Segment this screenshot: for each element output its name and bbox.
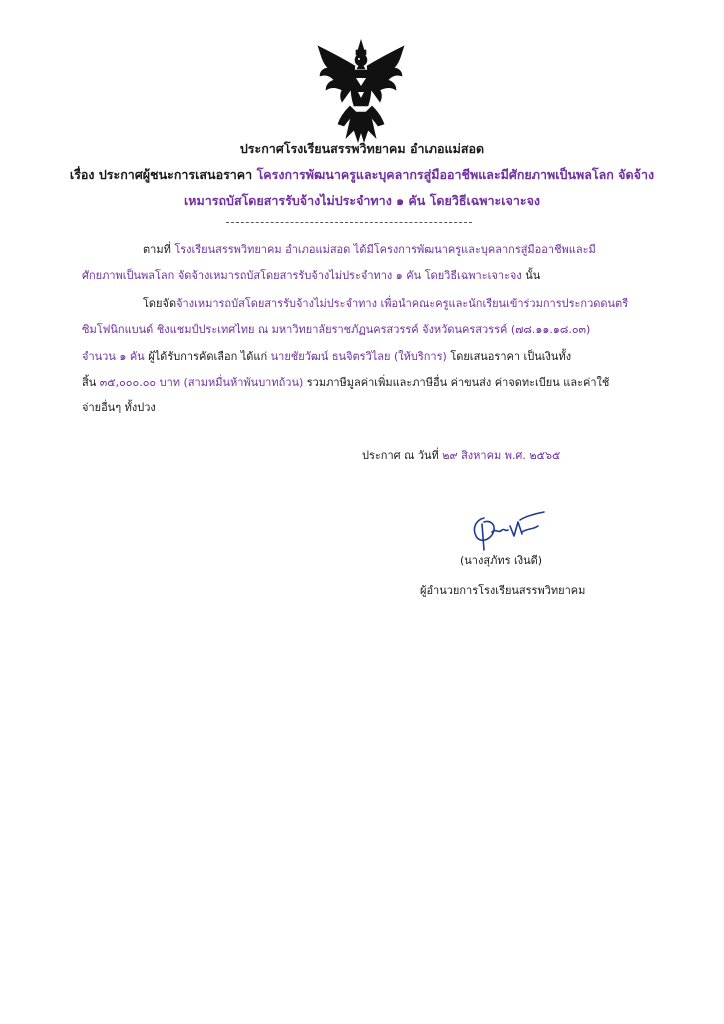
signature-icon <box>462 506 552 554</box>
text-segment: นั้น <box>525 269 541 282</box>
subject-prefix: เรื่อง ประกาศผู้ชนะการเสนอราคา <box>69 167 253 182</box>
date-prefix: ประกาศ ณ วันที่ <box>362 449 439 462</box>
subject-line-3: เหมารถบัสโดยสารรับจ้างไม่ประจำทาง ๑ คัน โดยวิธีเฉพาะเจาะจง <box>183 193 541 208</box>
paragraph-1-line-1 <box>143 242 596 258</box>
announcement-date <box>362 448 560 464</box>
paragraph-1-line-2 <box>82 268 540 284</box>
text-segment: ผู้ได้รับการคัดเลือก ได้แก่ <box>148 350 268 363</box>
text-segment: ศักยภาพเป็นพลโลก จัดจ้างเหมารถบัสโดยสารรับจ้างไม่ประจำทาง ๑ คัน โดยวิธีเฉพาะเจาะจง <box>82 269 522 282</box>
text-segment: จ่ายอื่นๆ ทั้งปวง <box>82 401 156 414</box>
text-segment: ตามที่ <box>143 243 171 256</box>
divider-line <box>226 222 472 223</box>
text-segment: รวมภาษีมูลค่าเพิ่มและภาษีอื่น ค่าขนส่ง ค่าจดทะเบียน และค่าใช้ <box>306 376 610 389</box>
announcement-subject-cont <box>0 192 724 210</box>
date-value: ๒๙ สิงหาคม พ.ศ. ๒๕๖๕ <box>442 449 561 462</box>
subject-project: โครงการพัฒนาครูและบุคลากรสู่มืออาชีพและมีศักยภาพเป็นพลโลก จัดจ้าง <box>256 167 655 182</box>
text-segment: จ้างเหมารถบัสโดยสารรับจ้างไม่ประจำทาง เพื่อนำคณะครูและนักเรียนเข้าร่วมการประกวดดนตรี <box>176 297 629 310</box>
paragraph-2-line-1 <box>143 296 628 312</box>
text-segment: นายชัยวัฒน์ ธนจิตรวิไลย (ให้บริการ) <box>270 350 447 363</box>
signer-title: ผู้อำนวยการโรงเรียนสรรพวิทยาคม <box>420 584 586 597</box>
signer-name: (นางสุภัทร เงินดี) <box>460 554 543 567</box>
text-segment: สิ้น <box>82 376 97 389</box>
paragraph-2-line-4 <box>82 375 609 391</box>
title-line-1: ประกาศโรงเรียนสรรพวิทยาคม อำเภอแม่สอด <box>239 141 485 156</box>
paragraph-2-line-2 <box>82 322 590 338</box>
paragraph-2-line-5 <box>82 400 156 416</box>
text-segment: โดยจัด <box>143 297 177 310</box>
garuda-emblem-icon <box>312 38 410 146</box>
paragraph-2-line-3 <box>82 349 571 365</box>
text-segment: จำนวน ๑ คัน <box>82 350 145 363</box>
announcement-title <box>0 140 724 158</box>
text-segment: ซิมโฟนิกแบนด์ ชิงแชมป์ประเทศไทย ณ มหาวิทยาลัยราชภัฏนครสวรรค์ จังหวัดนครสวรรค์ (๗๘.๑๑.๑๘.๐๓) <box>82 323 591 336</box>
text-segment: โรงเรียนสรรพวิทยาคม อำเภอแม่สอด ได้มีโครงการพัฒนาครูและบุคลากรสู่มืออาชีพและมี <box>174 243 596 256</box>
announcement-subject <box>0 166 724 184</box>
text-segment: ๓๕,๐๐๐.๐๐ บาท (สามหมื่นห้าพันบาทถ้วน) <box>99 376 304 389</box>
text-segment: โดยเสนอราคา เป็นเงินทั้ง <box>450 350 572 363</box>
